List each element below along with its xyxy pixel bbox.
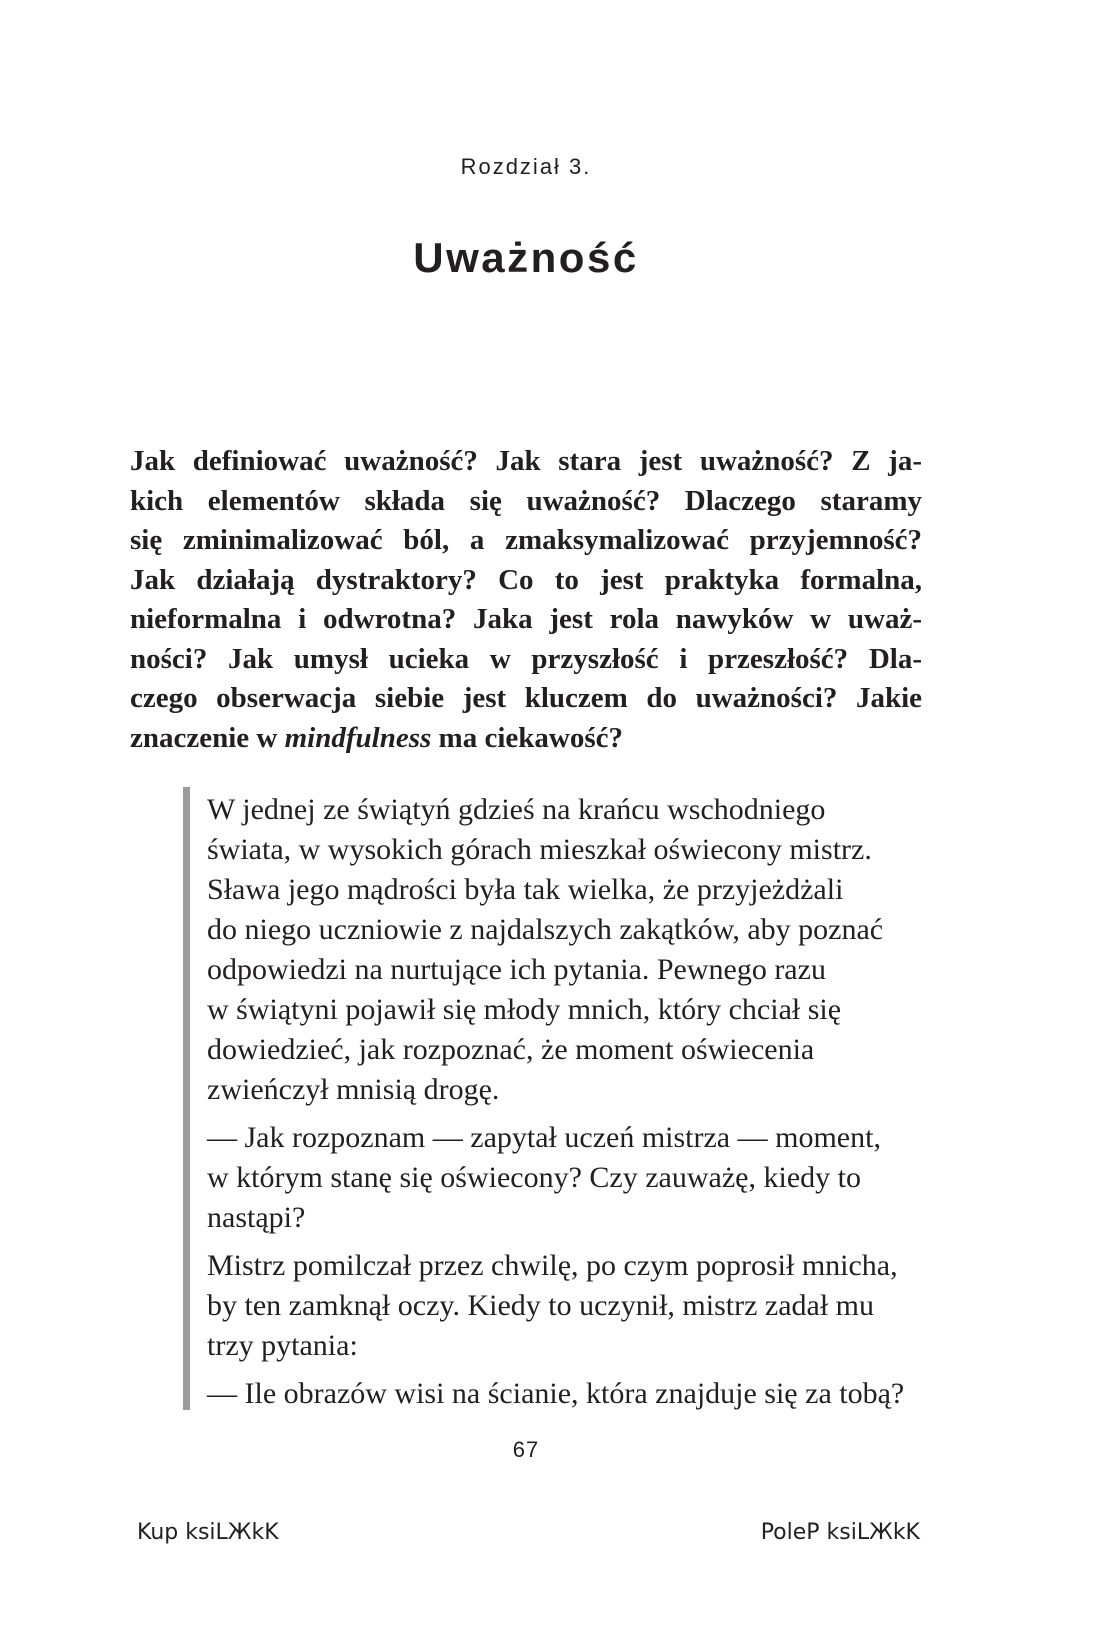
story-line: Sława jego mądrości była tak wielka, że przyjeżdżali (207, 873, 844, 906)
intro-line-last (130, 719, 922, 759)
intro-line: czego obserwacja siebie jest kluczem do uważności? Jakie (130, 682, 922, 714)
intro-line: się zminimalizować ból, a zmaksymalizować przyjemność? (130, 524, 922, 556)
story-quote (207, 790, 904, 1422)
chapter-title: Uważność (413, 234, 639, 281)
story-line: — Jak rozpoznam — zapytał uczeń mistrza — moment, (207, 1121, 881, 1154)
story-paragraph (207, 1246, 904, 1366)
story-line: w świątyni pojawił się młody mnich, który chciał się (207, 993, 842, 1026)
story-paragraph (207, 1374, 904, 1414)
story-paragraph (207, 1118, 904, 1238)
story-line: świata, w wysokich górach mieszkał oświecony mistrz. (207, 833, 872, 866)
intro-line: Jak działają dystraktory? Co to jest praktyka formalna, (130, 563, 922, 596)
recommend-book-link[interactable]: PoleP ksiLЖkK (760, 1520, 920, 1545)
story-line: dowiedzieć, jak rozpoznać, że moment oświecenia (207, 1033, 815, 1066)
story-line: — Ile obrazów wisi na ścianie, która znajduje się za tobą? (207, 1377, 905, 1410)
intro-line: nieformalna i odwrotna? Jaka jest rola nawyków w uważ- (130, 603, 922, 635)
intro-paragraph (130, 442, 922, 758)
story-line: zwieńczył mnisią drogę. (207, 1073, 500, 1106)
quote-bar (183, 787, 190, 1410)
intro-last-after: ma ciekawość? (431, 721, 623, 754)
intro-line: Jak definiować uważność? Jak stara jest uważność? Z ja- (130, 445, 922, 477)
chapter-label: Rozdział 3. (460, 154, 592, 179)
story-line: do niego uczniowie z najdalszych zakątków, aby poznać (207, 913, 884, 946)
intro-line: kich elementów składa się uważność? Dlaczego staramy (130, 484, 922, 517)
story-line: w którym stanę się oświecony? Czy zauważę, kiedy to (207, 1161, 861, 1194)
intro-last-before: znaczenie w (130, 721, 285, 754)
story-line: by ten zamknął oczy. Kiedy to uczynił, mistrz zadał mu (207, 1289, 875, 1322)
story-paragraph (207, 790, 904, 1110)
intro-emphasis: mindfulness (284, 721, 432, 754)
story-line: nastąpi? (207, 1201, 306, 1234)
page-number: 67 (512, 1437, 540, 1462)
story-line: odpowiedzi na nurtujące ich pytania. Pewnego razu (207, 953, 826, 986)
story-line: trzy pytania: (207, 1329, 358, 1362)
buy-book-link[interactable]: Kup ksiLЖkK (137, 1520, 279, 1545)
intro-line: ności? Jak umysł ucieka w przyszłość i przeszłość? Dla- (130, 642, 922, 675)
story-line: Mistrz pomilczał przez chwilę, po czym poprosił mnicha, (207, 1249, 898, 1282)
story-line: W jednej ze świątyń gdzieś na krańcu wschodniego (207, 793, 826, 826)
